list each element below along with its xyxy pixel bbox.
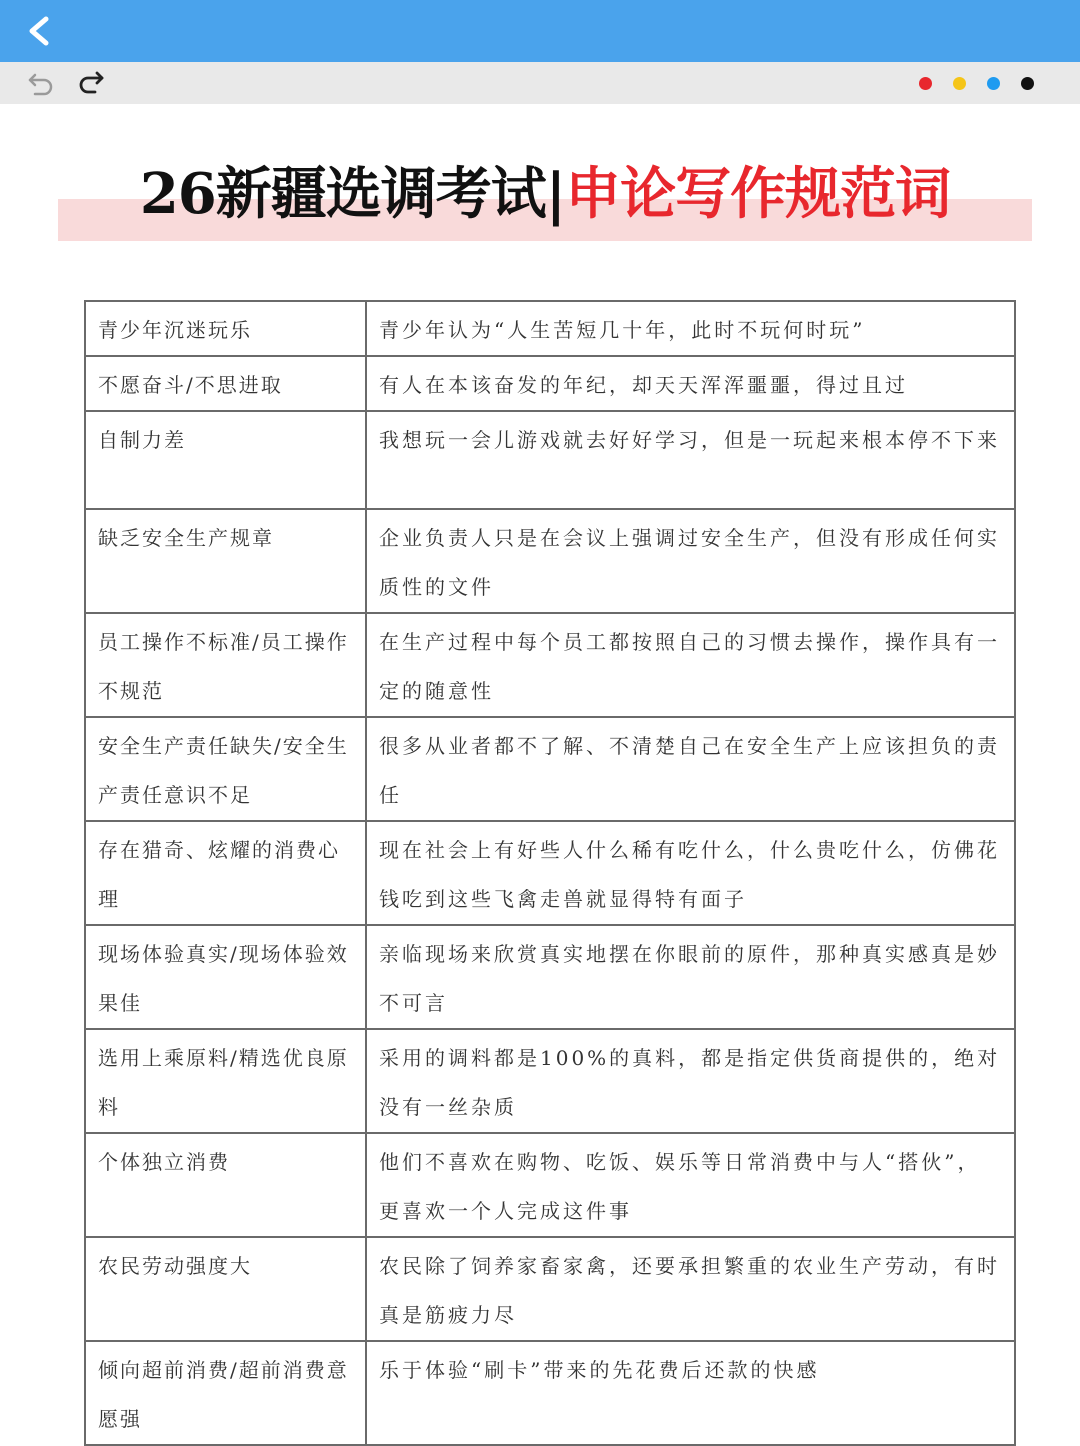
term-cell: 不愿奋斗/不思进取 — [85, 356, 366, 411]
term-cell: 安全生产责任缺失/安全生产责任意识不足 — [85, 717, 366, 821]
color-red-swatch[interactable] — [919, 77, 932, 90]
color-blue-swatch[interactable] — [987, 77, 1000, 90]
back-button[interactable] — [22, 14, 56, 48]
description-cell: 在生产过程中每个员工都按照自己的习惯去操作，操作具有一定的随意性 — [366, 613, 1015, 717]
title-separator: | — [545, 161, 566, 227]
title-part2: 申论写作规范词 — [565, 161, 951, 227]
color-yellow-swatch[interactable] — [953, 77, 966, 90]
term-cell: 自制力差 — [85, 411, 366, 509]
redo-button[interactable] — [72, 64, 110, 102]
term-cell: 现场体验真实/现场体验效果佳 — [85, 925, 366, 1029]
description-cell: 采用的调料都是100%的真料，都是指定供货商提供的，绝对没有一丝杂质 — [366, 1029, 1015, 1133]
table-row — [85, 1237, 1015, 1341]
description-cell: 青少年认为“人生苦短几十年，此时不玩何时玩” — [366, 301, 1015, 356]
description-cell: 乐于体验“刷卡”带来的先花费后还款的快感 — [366, 1341, 1015, 1445]
color-black-swatch[interactable] — [1021, 77, 1034, 90]
description-cell: 很多从业者都不了解、不清楚自己在安全生产上应该担负的责任 — [366, 717, 1015, 821]
table-row — [85, 1133, 1015, 1237]
term-cell: 农民劳动强度大 — [85, 1237, 366, 1341]
page-title — [58, 150, 1032, 242]
term-cell: 缺乏安全生产规章 — [85, 509, 366, 613]
table-row — [85, 1029, 1015, 1133]
description-cell: 有人在本该奋发的年纪，却天天浑浑噩噩，得过且过 — [366, 356, 1015, 411]
term-cell: 存在猎奇、炫耀的消费心理 — [85, 821, 366, 925]
term-cell: 员工操作不标准/员工操作不规范 — [85, 613, 366, 717]
term-cell: 青少年沉迷玩乐 — [85, 301, 366, 356]
table-row — [85, 821, 1015, 925]
table-row — [85, 356, 1015, 411]
term-cell: 个体独立消费 — [85, 1133, 366, 1237]
chevron-left-icon — [26, 16, 52, 46]
phrase-table — [84, 300, 1016, 1446]
table-row — [85, 1341, 1015, 1445]
term-cell: 选用上乘原料/精选优良原料 — [85, 1029, 366, 1133]
table-row — [85, 301, 1015, 356]
term-cell: 倾向超前消费/超前消费意愿强 — [85, 1341, 366, 1445]
table-row — [85, 411, 1015, 509]
description-cell: 亲临现场来欣赏真实地摆在你眼前的原件，那种真实感真是妙不可言 — [366, 925, 1015, 1029]
table-row — [85, 925, 1015, 1029]
top-navigation-bar — [0, 0, 1080, 62]
description-cell: 他们不喜欢在购物、吃饭、娱乐等日常消费中与人“搭伙”，更喜欢一个人完成这件事 — [366, 1133, 1015, 1237]
table-row — [85, 613, 1015, 717]
edit-toolbar — [0, 62, 1080, 104]
description-cell: 农民除了饲养家畜家禽，还要承担繁重的农业生产劳动，有时真是筋疲力尽 — [366, 1237, 1015, 1341]
description-cell: 我想玩一会儿游戏就去好好学习，但是一玩起来根本停不下来 — [366, 411, 1015, 509]
description-cell: 现在社会上有好些人什么稀有吃什么，什么贵吃什么，仿佛花钱吃到这些飞禽走兽就显得特有面子 — [366, 821, 1015, 925]
table-row — [85, 717, 1015, 821]
undo-button[interactable] — [22, 64, 60, 102]
table-row — [85, 509, 1015, 613]
title-part1: 26新疆选调考试 — [139, 161, 546, 227]
description-cell: 企业负责人只是在会议上强调过安全生产，但没有形成任何实质性的文件 — [366, 509, 1015, 613]
redo-icon — [77, 70, 105, 96]
undo-icon — [27, 70, 55, 96]
